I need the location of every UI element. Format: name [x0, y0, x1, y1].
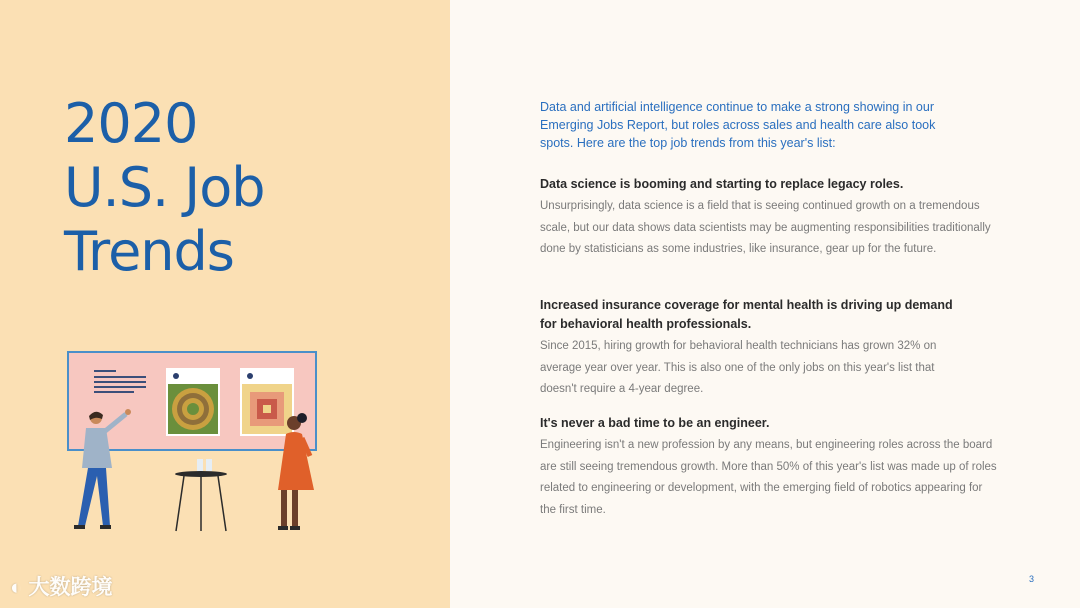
title-line-2: U.S. Job: [64, 156, 265, 219]
section-heading: Data science is booming and starting to replace legacy roles.: [540, 177, 904, 191]
section-heading: It's never a bad time to be an engineer.: [540, 416, 770, 430]
section-body: Unsurprisingly, data science is a field that is seeing continued growth on a tremendous scale, but our data shows data scientists may be augmenting responsibilities traditionally done by statisticians as some industries, like insurance, gear up for the future.: [540, 200, 991, 255]
page-title: [64, 92, 265, 284]
section-engineering: [540, 414, 1000, 521]
title-line-1: 2020: [64, 92, 198, 155]
section-heading: Increased insurance coverage for mental health is driving up demand for behavioral health professionals.: [540, 298, 953, 331]
watermark-text: 大数跨境: [28, 576, 113, 599]
page-number: 3: [1029, 574, 1035, 584]
section-behavioral-health: [540, 296, 960, 401]
watermark: [10, 571, 113, 601]
section-body: Engineering isn't a new profession by any means, but engineering roles across the board are still seeing tremendous growth. More than 50% of this year's list was made up of roles related to engineering or development, with the emerging field of robotics appearing for the first time.: [540, 439, 997, 516]
section-data-science: [540, 175, 1000, 261]
title-line-3: Trends: [64, 220, 234, 283]
intro-paragraph: Data and artificial intelligence continue to make a strong showing in our Emerging Jobs Report, but roles across sales and health care also took spots. Here are the top job trends from this year's list:: [540, 100, 936, 150]
left-panel: [0, 0, 450, 608]
watermark-logo-icon: ◐: [10, 576, 23, 599]
presentation-illustration: [58, 346, 333, 541]
section-body: Since 2015, hiring growth for behavioral health technicians has grown 32% on average year over year. This is also one of the only jobs on this year's list that doesn't require a 4-year degree.: [540, 340, 937, 395]
